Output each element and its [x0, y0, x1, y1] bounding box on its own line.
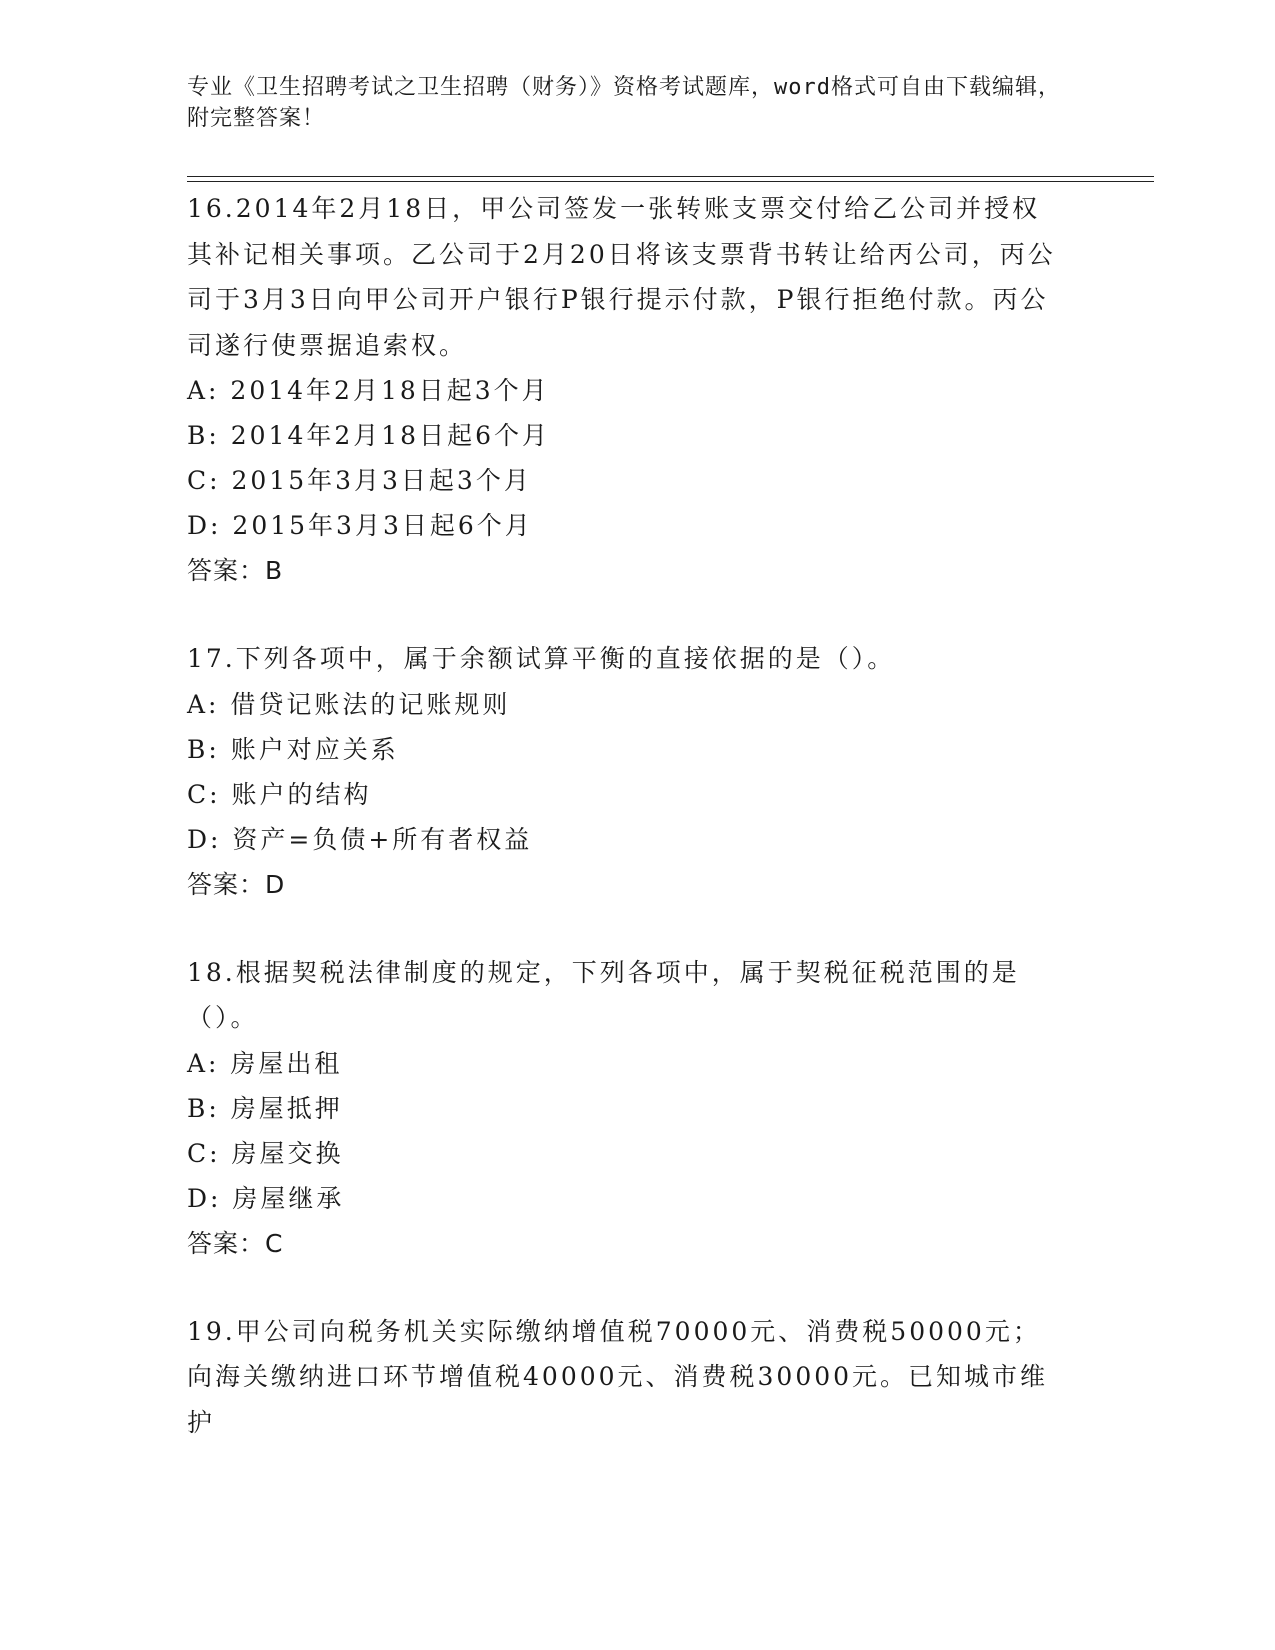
option-b: B: 房屋抵押 — [187, 1093, 343, 1123]
option-d: D: 2015年3月3日起6个月 — [187, 511, 533, 540]
option-a: A: 2014年2月18日起3个月 — [187, 376, 550, 405]
header-divider-bottom — [187, 181, 1154, 182]
question-list — [187, 186, 1067, 1488]
option-d: D: 房屋继承 — [187, 1183, 345, 1213]
option-a: A: 房屋出租 — [187, 1048, 343, 1078]
answer-line: 答案：B — [187, 556, 284, 585]
question-stem: 17.下列各项中，属于余额试算平衡的直接依据的是（）。 — [187, 644, 896, 673]
question-16 — [187, 186, 1067, 593]
question-stem: 19.甲公司向税务机关实际缴纳增值税70000元、消费税50000元；向海关缴纳进口环节增值税40000元、消费税30000元。已知城市维护 — [187, 1316, 1049, 1437]
answer-line: 答案：C — [187, 1228, 284, 1258]
answer-line: 答案：D — [187, 869, 286, 899]
header-divider-top — [187, 176, 1154, 177]
question-18 — [187, 950, 1067, 1266]
option-b: B: 2014年2月18日起6个月 — [187, 421, 550, 450]
option-b: B: 账户对应关系 — [187, 734, 399, 764]
question-19 — [187, 1309, 1067, 1446]
document-header: 专业《卫生招聘考试之卫生招聘（财务）》资格考试题库，word格式可自由下载编辑，附完整答案！ — [187, 75, 1061, 131]
option-c: C: 2015年3月3日起3个月 — [187, 466, 532, 495]
option-d: D: 资产=负债+所有者权益 — [187, 824, 533, 854]
question-stem: 18.根据契税法律制度的规定，下列各项中，属于契税征税范围的是（）。 — [187, 957, 1020, 1032]
option-a: A: 借贷记账法的记账规则 — [187, 689, 511, 719]
question-stem: 16.2014年2月18日，甲公司签发一张转账支票交付给乙公司并授权其补记相关事项。乙公司于2月20日将该支票背书转让给丙公司，丙公司于3月3日向甲公司开户银行P银行提示付款，P银行拒绝付款。丙公司遂行使票据追索权。 — [187, 194, 1056, 360]
question-17 — [187, 636, 1067, 907]
option-c: C: 账户的结构 — [187, 779, 372, 809]
option-c: C: 房屋交换 — [187, 1138, 344, 1168]
